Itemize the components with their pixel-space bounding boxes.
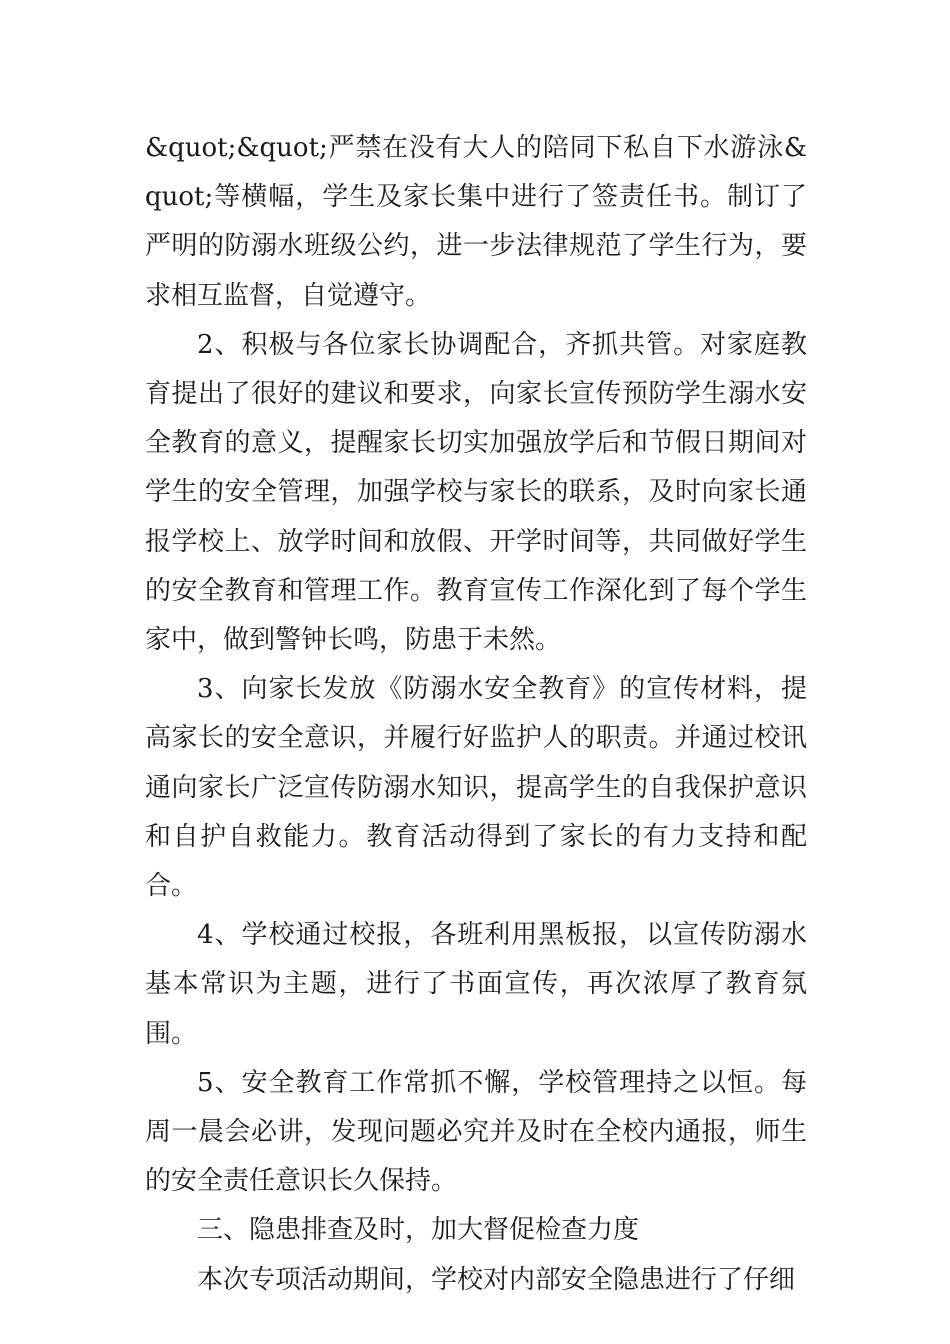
paragraph-item-4-blackboard: 4、学校通过校报，各班利用黑板报，以宣传防溺水基本常识为主题，进行了书面宣传，再次浓厚了教育氛围。 — [145, 920, 807, 1049]
document-body — [145, 124, 807, 1305]
paragraph-item-3-materials: 3、向家长发放《防溺水安全教育》的宣传材料，提高家长的安全意识，并履行好监护人的职责。并通过校讯通向家长广泛宣传防溺水知识，提高学生的自我保护意识和自护自救能力。教育活动得到了家长的有力支持和配合。 — [145, 674, 807, 902]
section-heading-three: 三、隐患排查及时，加大督促检查力度 — [197, 1215, 640, 1246]
paragraph-item-5-routine: 5、安全教育工作常抓不懈，学校管理持之以恒。每周一晨会必讲，发现问题必究并及时在全校内通报，师生的安全责任意识长久保持。 — [145, 1067, 807, 1197]
paragraph-banner-and-pledge: &quot;&quot;严禁在没有大人的陪同下私自下水游泳&quot;等横幅，学生及家长集中进行了签责任书。制订了严明的防溺水班级公约，进一步法律规范了学生行为，要求相互监督，自觉遵守。 — [145, 133, 807, 311]
paragraph-inspection: 本次专项活动期间，学校对内部安全隐患进行了仔细 — [197, 1264, 796, 1295]
paragraph-item-2-parent-cooperation: 2、积极与各位家长协调配合，齐抓共管。对家庭教育提出了很好的建议和要求，向家长宣传预防学生溺水安全教育的意义，提醒家长切实加强放学后和节假日期间对学生的安全管理，加强学校与家长的联系，及时向家长通报学校上、放学时间和放假、开学时间等，共同做好学生的安全教育和管理工作。教育宣传工作深化到了每个学生家中，做到警钟长鸣，防患于未然。 — [145, 329, 807, 656]
